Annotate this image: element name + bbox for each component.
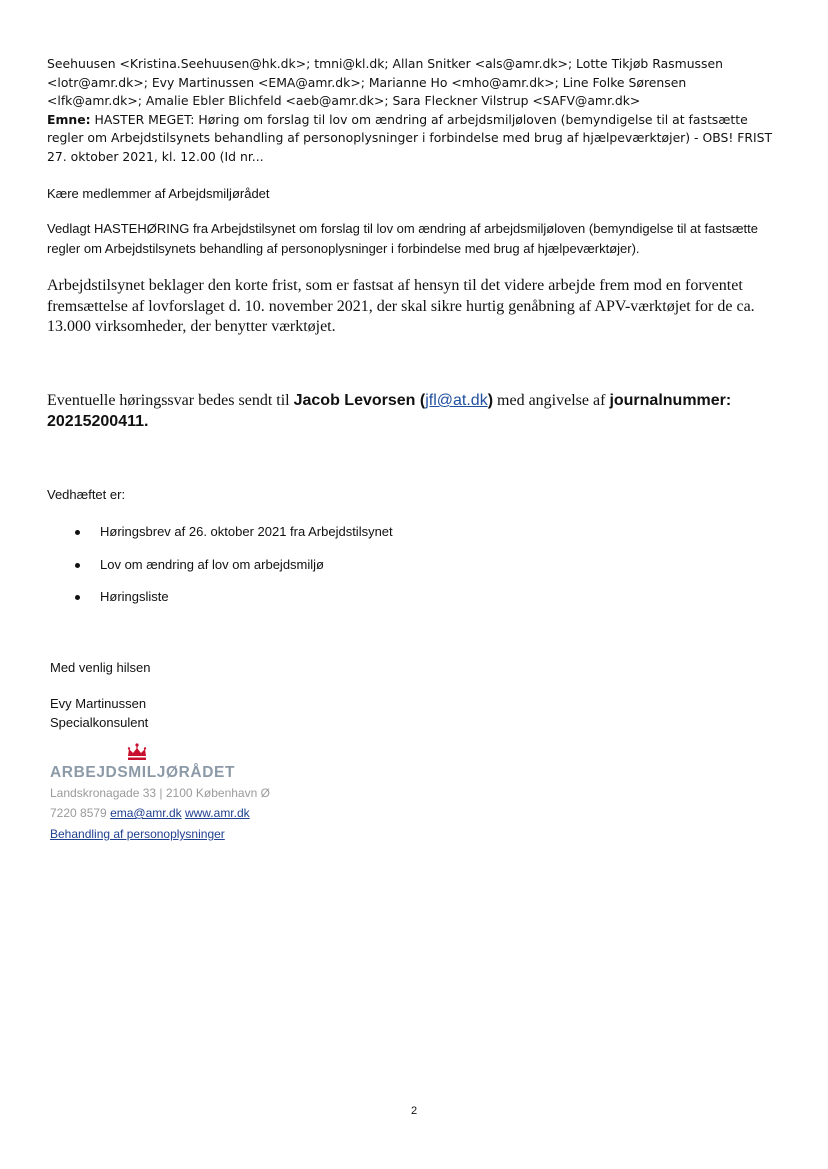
privacy-link[interactable]: Behandling af personoplysninger (50, 827, 225, 841)
intro-paragraph: Vedlagt HASTEHØRING fra Arbejdstilsynet om forslag til lov om ændring af arbejdsmiljøloven (bemyndigelse til at fastsætte regler om Arbejdstilsynets behandling af personoplysninger i forbindelse med brug af hjælpeværktøjer). (47, 221, 758, 256)
attachments-list (70, 522, 393, 620)
subject-line (47, 111, 787, 167)
closing: Med venlig hilsen (50, 660, 151, 675)
attachment-item: Lov om ændring af lov om arbejdsmiljø (70, 555, 393, 588)
contact-prefix: Eventuelle høringssvar bedes sendt til (47, 392, 294, 409)
contact-open-paren: ( (415, 392, 426, 409)
contact-paragraph (47, 390, 787, 432)
subject-label: Emne: (47, 111, 91, 127)
signature-block (50, 694, 148, 732)
journal-number: journalnummer: 20215200411. (47, 392, 732, 430)
attachments-label: Vedhæftet er: (47, 487, 126, 502)
attachment-item: Høringsbrev af 26. oktober 2021 fra Arbejdstilsynet (70, 522, 393, 555)
recipients-line: Seehuusen <Kristina.Seehuusen@hk.dk>; tmni@kl.dk; Allan Snitker <als@amr.dk>; Lotte Tikjøb Rasmussen (47, 56, 723, 71)
crown-logo-icon (126, 743, 148, 763)
contact-line (50, 806, 250, 820)
contact-name: Jacob Levorsen (293, 392, 416, 409)
organization-name: ARBEJDSMILJØRÅDET (50, 764, 236, 781)
recipients-line: <lfk@amr.dk>; Amalie Ebler Blichfeld <aeb@amr.dk>; Sara Fleckner Vilstrup <SAFV@amr.dk> (47, 93, 641, 108)
contact-close-paren: ) (487, 392, 494, 409)
organization-address: Landskronagade 33 | 2100 København Ø (50, 786, 270, 800)
subject-text: HASTER MEGET: Høring om forslag til lov om ændring af arbejdsmiljøloven (bemyndigelse til at fastsætte regler om Arbejdstilsynets behandling af personoplysninger i forbindelse med brug af hjælpeværktøjer) - OBS! FRIST 27. oktober 2021, kl. 12.00 (Id nr... (47, 111, 773, 164)
phone-number: 7220 8579 (50, 806, 107, 820)
sender-title: Specialkonsulent (50, 715, 149, 730)
contact-email-link[interactable]: jfl@at.dk (425, 392, 488, 409)
greeting: Kære medlemmer af Arbejdsmiljørådet (47, 186, 270, 201)
attachment-item: Høringsliste (70, 587, 393, 620)
website-link[interactable]: www.amr.dk (184, 806, 250, 820)
email-header (47, 55, 787, 166)
contact-middle: med angivelse af (493, 392, 610, 409)
sender-name: Evy Martinussen (50, 696, 147, 711)
signature-email-link[interactable]: ema@amr.dk (110, 806, 182, 820)
recipients-line: <lotr@amr.dk>; Evy Martinussen <EMA@amr.dk>; Marianne Ho <mho@amr.dk>; Line Folke Sørensen (47, 74, 687, 90)
apology-paragraph: Arbejdstilsynet beklager den korte frist, som er fastsat af hensyn til det videre arbejde frem mod en forventet fremsættelse af lovforslaget d. 10. november 2021, der skal sikre hurtig genåbning af APV-værktøjet for de ca. 13.000 virksomheder, der benytter værktøjet. (47, 277, 755, 335)
page-number: 2 (410, 1105, 418, 1117)
